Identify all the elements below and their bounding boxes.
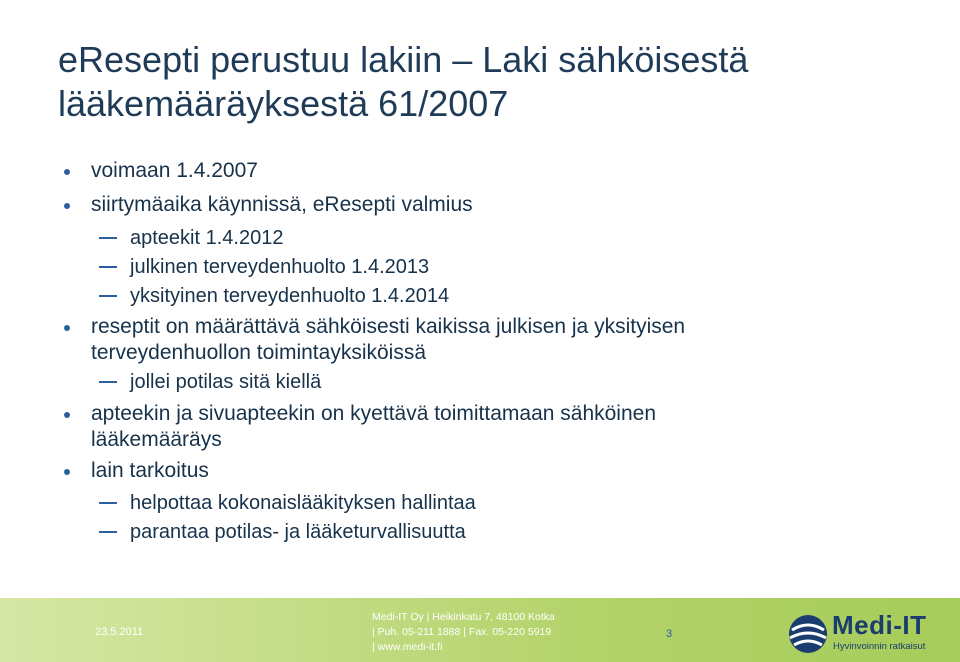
sub-bullet-item: helpottaa kokonaislääkityksen hallintaa <box>130 490 476 516</box>
sub-bullet-item: apteekit 1.4.2012 <box>130 225 283 251</box>
bullet-item: reseptit on määrättävä sähköisesti kaikissa julkisen ja yksityisen terveydenhuollon toimintayksiköissä <box>91 314 685 366</box>
footer-address: Medi-IT Oy | Heikinkatu 7, 48100 Kotka | Puh. 05-211 1888 | Fax. 05-220 5919 | www.medi-it.fi <box>372 611 555 653</box>
bullet-item: voimaan 1.4.2007 <box>91 158 258 184</box>
medi-it-logo <box>786 610 956 658</box>
dash-icon <box>99 502 117 504</box>
slide-footer <box>0 598 960 662</box>
footer-date: 23.5.2011 <box>95 626 144 638</box>
sub-bullet-item: jollei potilas sitä kiellä <box>130 369 321 395</box>
sub-bullet-item: yksityinen terveydenhuolto 1.4.2014 <box>130 283 449 309</box>
sub-bullet-item: julkinen terveydenhuolto 1.4.2013 <box>130 254 429 280</box>
globe-logo-icon <box>786 612 830 656</box>
dash-icon <box>99 295 117 297</box>
bullet-dot-icon <box>64 469 70 475</box>
bullet-item: lain tarkoitus <box>91 458 209 484</box>
page-number: 3 <box>666 628 673 640</box>
slide-title-line1: eResepti perustuu lakiin – Laki sähköisestä <box>58 39 749 80</box>
bullet-dot-icon <box>64 203 70 209</box>
dash-icon <box>99 531 117 533</box>
bullet-item: siirtymäaika käynnissä, eResepti valmius <box>91 192 473 218</box>
slide-title-line2: lääkemääräyksestä 61/2007 <box>58 83 509 124</box>
dash-icon <box>99 237 117 239</box>
dash-icon <box>99 381 117 383</box>
bullet-dot-icon <box>64 169 70 175</box>
bullet-item: apteekin ja sivuapteekin on kyettävä toimittamaan sähköinen lääkemääräys <box>91 401 656 453</box>
logo-name: Medi-IT <box>832 610 927 640</box>
bullet-dot-icon <box>64 412 70 418</box>
bullet-dot-icon <box>64 325 70 331</box>
dash-icon <box>99 266 117 268</box>
logo-tagline: Hyvinvoinnin ratkaisut <box>833 641 926 652</box>
sub-bullet-item: parantaa potilas- ja lääketurvallisuutta <box>130 519 466 545</box>
